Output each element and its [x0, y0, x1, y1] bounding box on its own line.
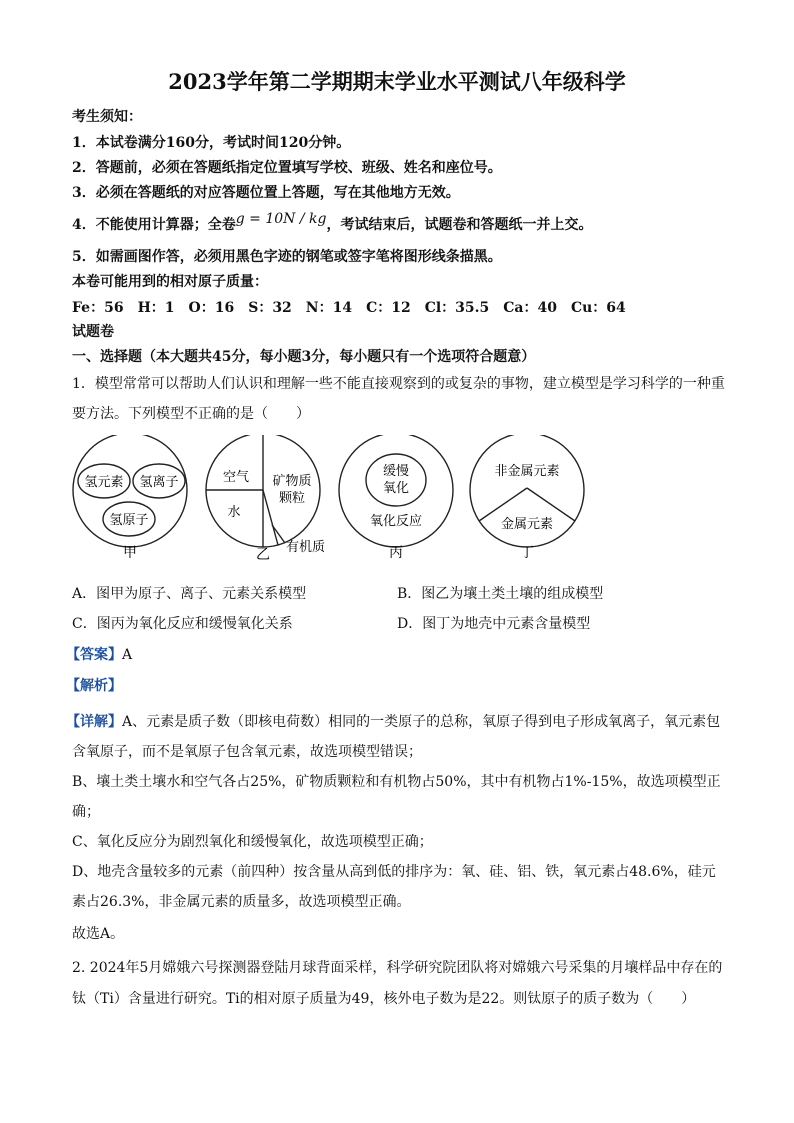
conclusion: 故选A。 — [72, 926, 125, 942]
yi-item-mineral: 矿物质 — [272, 474, 312, 489]
answer-value: A — [122, 647, 133, 663]
q1-option-d: D．图丁为地壳中元素含量模型 — [397, 616, 591, 632]
jia-label: 甲 — [123, 545, 137, 560]
jia-item-3: 氢原子 — [109, 513, 149, 528]
q1-option-b: B．图乙为壤土类土壤的组成模型 — [397, 586, 604, 602]
notice-item-4 — [72, 211, 593, 234]
notice-item-4-post: ，考试结束后，试题卷和答题纸一并上交。 — [326, 217, 593, 233]
gravity-formula: g = 10N / kg — [235, 211, 327, 227]
q1-option-a: A．图甲为原子、离子、元素关系模型 — [72, 586, 307, 602]
bing-label: 丙 — [389, 545, 403, 560]
q1-answer — [66, 644, 132, 664]
page-title: 2023学年第二学期期末学业水平测试八年级科学 — [168, 69, 626, 94]
detail-d: D、地壳含量较多的元素（前四种）按含量从高到低的排序为：氧、硅、铝、铁，氧元素占48.6%，硅元素占26.3%，非金属元素的质量多，故选项模型正确。 — [72, 864, 716, 910]
section-heading: 一、选择题（本大题共45分，每小题3分，每小题只有一个选项符合题意） — [72, 349, 536, 365]
detail-c: C、氧化反应分为剧烈氧化和缓慢氧化，故选项模型正确； — [72, 834, 433, 850]
notice-item-2: 2．答题前，必须在答题纸指定位置填写学校、班级、姓名和座位号。 — [72, 160, 502, 176]
bing-inner-2: 氧化 — [382, 481, 410, 496]
yi-item-particle: 颗粒 — [278, 491, 306, 506]
q2-line1: 2. 2024年5月嫦娥六号探测器登陆月球背面采样，科学研究院团队将对嫦娥六号采集的月壤样品中存在的 — [72, 960, 723, 976]
analysis-tag: 【解析】 — [66, 678, 122, 694]
yi-label: 乙 — [256, 547, 270, 560]
notice-item-5: 5．如需画图作答，必须用黑色字迹的钢笔或签字笔将图形线条描黑。 — [72, 249, 502, 265]
q2-line2: 钛（Ti）含量进行研究。Ti的相对原子质量为49，核外电子数为是22。则钛原子的质子数为（ ） — [72, 991, 696, 1007]
diagram-jia — [73, 435, 187, 547]
answer-tag: 【答案】 — [66, 647, 122, 663]
bing-outer: 氧化反应 — [369, 514, 423, 529]
q1-stem-line2: 要方法。下列模型不正确的是（ ） — [72, 406, 310, 422]
jia-item-2: 氢离子 — [139, 475, 179, 490]
notice-item-1: 1．本试卷满分160分，考试时间120分钟。 — [72, 135, 351, 151]
ding-item-nonmetal: 非金属元素 — [494, 464, 560, 479]
notice-item-3: 3．必须在答题纸的对应答题位置上答题，写在其他地方无效。 — [72, 185, 460, 201]
yi-item-air: 空气 — [222, 470, 250, 485]
detail-tag: 【详解】 — [66, 714, 122, 730]
paper-label: 试题卷 — [72, 324, 114, 340]
q1-option-c: C．图丙为氧化反应和缓慢氧化关系 — [72, 616, 293, 632]
detail-a — [66, 707, 724, 767]
detail-b: B、壤土类土壤水和空气各占25%，矿物质颗粒和有机物占50%，其中有机物占1%-15%，故选项模型正确； — [72, 774, 721, 820]
ding-label: 丁 — [520, 545, 534, 560]
q1-stem-line1: 1．模型常常可以帮助人们认识和理解一些不能直接观察到的或复杂的事物，建立模型是学习科学的一种重 — [72, 376, 725, 392]
atomic-masses: Fe：56 H：1 O：16 S：32 N：14 C：12 Cl：35.5 Ca：40 Cu：64 — [72, 300, 626, 316]
yi-item-organic: 有机质 — [286, 540, 326, 555]
detail-a-text: A、元素是质子数（即核电荷数）相同的一类原子的总称，氧原子得到电子形成氧离子，氧元素包含氧原子，而不是氧原子包含氧元素，故选项模型错误； — [72, 714, 721, 760]
notice-item-4-pre: 4．不能使用计算器；全卷 — [72, 217, 236, 233]
jia-item-1: 氢元素 — [84, 475, 124, 490]
notice-heading: 考生须知： — [72, 109, 142, 125]
ding-item-metal: 金属元素 — [500, 517, 554, 532]
atomic-mass-heading: 本卷可能用到的相对原子质量： — [72, 274, 268, 290]
q1-model-diagram — [66, 435, 586, 560]
yi-item-water: 水 — [227, 505, 241, 520]
bing-inner-1: 缓慢 — [382, 464, 410, 479]
